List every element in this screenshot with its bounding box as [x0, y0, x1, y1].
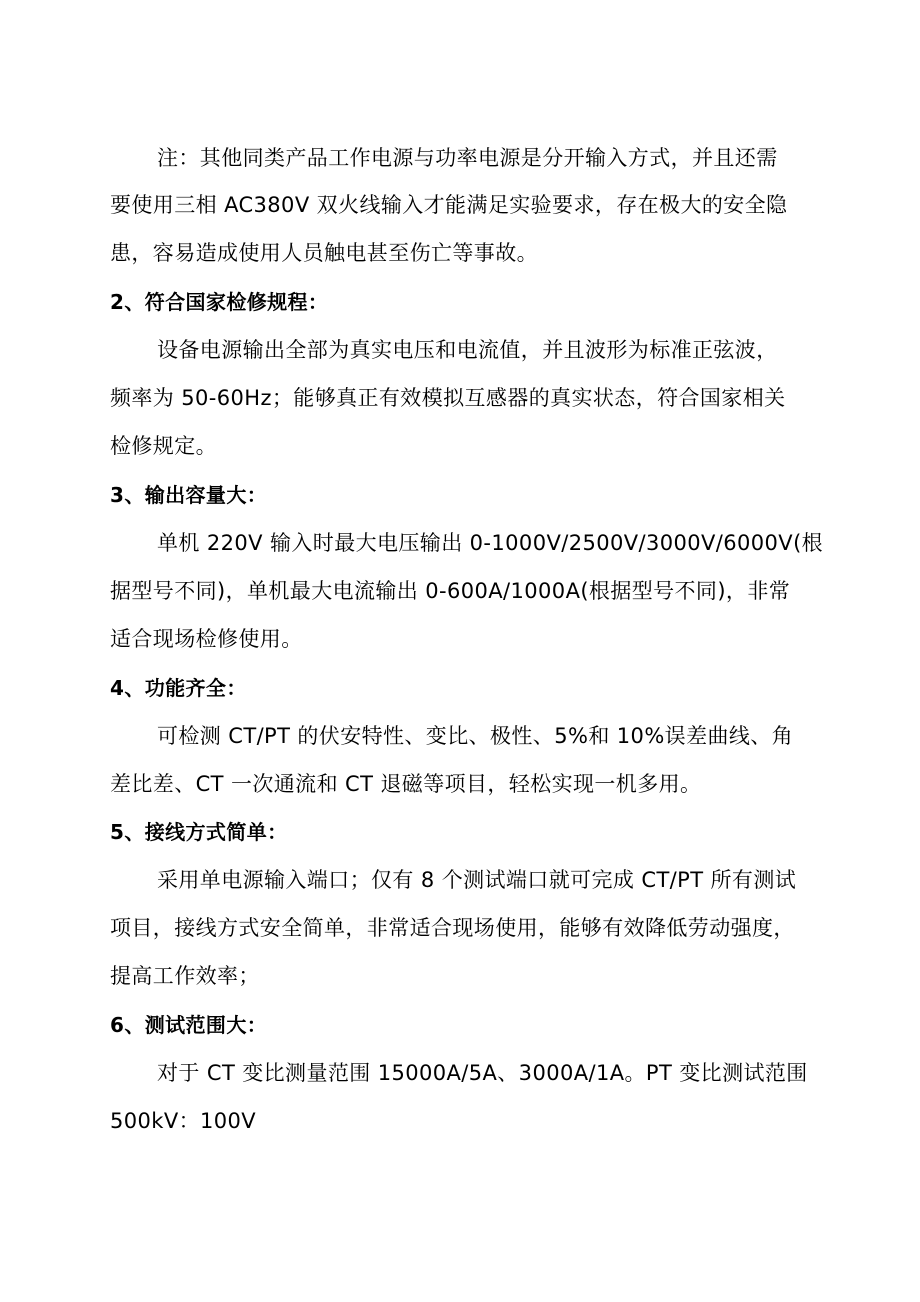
section-3-line-2: 据型号不同)，单机最大电流输出 0-600A/1000A(根据型号不同)，非常 [110, 579, 791, 603]
section-5-line-3: 提高工作效率； [110, 964, 260, 988]
section-heading-4: 4、功能齐全： [110, 676, 247, 700]
section-5-line-1: 采用单电源输入端口；仅有 8 个测试端口就可完成 CT/PT 所有测试 [157, 868, 797, 892]
section-6-line-2: 500kV：100V [110, 1109, 257, 1133]
section-3-line-1: 单机 220V 输入时最大电压输出 0-1000V/2500V/3000V/6000V(根 [157, 531, 824, 555]
note-paragraph-line-3: 患，容易造成使用人员触电甚至伤亡等事故。 [110, 241, 538, 265]
section-4-line-2: 差比差、CT 一次通流和 CT 退磁等项目，轻松实现一机多用。 [110, 772, 702, 796]
section-3-line-3: 适合现场检修使用。 [110, 627, 303, 651]
section-6-line-1: 对于 CT 变比测量范围 15000A/5A、3000A/1A。PT 变比测试范围 [157, 1061, 808, 1085]
section-heading-5: 5、接线方式简单： [110, 820, 288, 844]
section-5-line-2: 项目，接线方式安全简单，非常适合现场使用，能够有效降低劳动强度， [110, 916, 795, 940]
section-heading-3: 3、输出容量大： [110, 483, 268, 507]
section-heading-2: 2、符合国家检修规程： [110, 290, 329, 314]
note-paragraph-line-2: 要使用三相 AC380V 双火线输入才能满足实验要求，存在极大的安全隐 [110, 193, 788, 217]
section-heading-6: 6、测试范围大： [110, 1013, 268, 1037]
section-2-line-2: 频率为 50-60Hz；能够真正有效模拟互感器的真实状态，符合国家相关 [110, 386, 786, 410]
section-2-line-1: 设备电源输出全部为真实电压和电流值，并且波形为标准正弦波， [157, 338, 778, 362]
note-paragraph-line-1: 注：其他同类产品工作电源与功率电源是分开输入方式，并且还需 [157, 146, 778, 170]
section-2-line-3: 检修规定。 [110, 434, 217, 458]
section-4-line-1: 可检测 CT/PT 的伏安特性、变比、极性、5%和 10%误差曲线、角 [157, 724, 794, 748]
